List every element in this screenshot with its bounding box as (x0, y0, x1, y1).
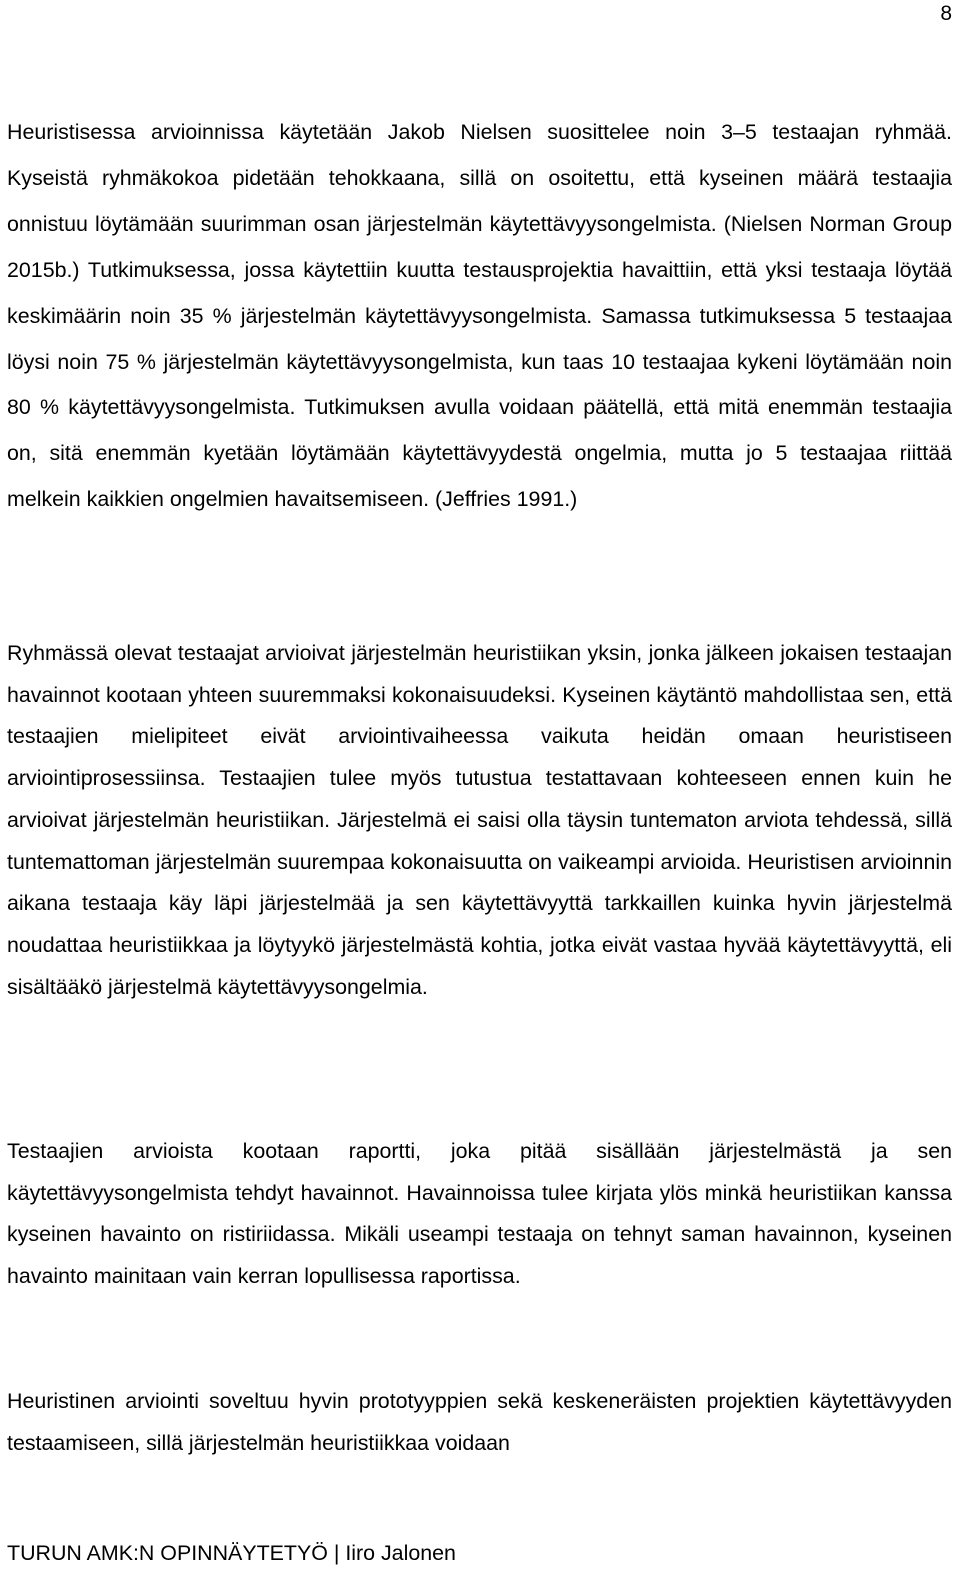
paragraph-prototypes: Heuristinen arviointi soveltuu hyvin prototyyppien sekä keskeneräisten projektien käytettävyyden testaamiseen, sillä järjestelmän heuristiikkaa voidaan (7, 1389, 952, 1455)
paragraph-heuristic-group-size: Heuristisessa arvioinnissa käytetään Jakob Nielsen suosittelee noin 3–5 testaajan ryhmää. Kyseistä ryhmäkokoa pidetään tehokkaana, sillä on osoitettu, että kyseinen määrä testaajia onnistuu löytämään suurimman osan järjestelmän käytettävyysongelmista. (Nielsen Norman Group 2015b.) Tutkimuksessa, jossa käytettiin kuutta testausprojektia havaittiin, että yksi testaaja löytää keskimäärin noin 35 % järjestelmän käytettävyysongelmista. Samassa tutkimuksessa 5 testaajaa löysi noin 75 % järjestelmän käytettävyysongelmista, kun taas 10 testaajaa kykeni löytämään noin 80 % käytettävyysongelmista. Tutkimuksen avulla voidaan päätellä, että mitä enemmän testaajia on, sitä enemmän kyetään löytämään käytettävyydestä ongelmia, mutta jo 5 testaajaa riittää melkein kaikkien ongelmien havaitsemiseen. (Jeffries 1991.) (7, 120, 952, 512)
page-footer: TURUN AMK:N OPINNÄYTETYÖ | Iiro Jalonen (7, 1541, 456, 1565)
paragraph-report: Testaajien arvioista kootaan raportti, joka pitää sisällään järjestelmästä ja sen käytettävyysongelmista tehdyt havainnot. Havainnoissa tulee kirjata ylös minkä heuristiikan kanssa kyseinen havainto on ristiriidassa. Mikäli useampi testaaja on tehnyt saman havainnon, kyseinen havainto mainitaan vain kerran lopullisessa raportissa. (7, 1139, 952, 1289)
page-number: 8 (940, 2, 952, 25)
paragraph-independent-evaluation: Ryhmässä olevat testaajat arvioivat järjestelmän heuristiikan yksin, jonka jälkeen jokaisen testaajan havainnot kootaan yhteen suuremmaksi kokonaisuudeksi. Kyseinen käytäntö mahdollistaa sen, että testaajien mielipiteet eivät arviointivaiheessa vaikuta heidän omaan heuristiseen arviointiprosessiinsa. Testaajien tulee myös tutustua testattavaan kohteeseen ennen kuin he arvioivat järjestelmän heuristiikan. Järjestelmä ei saisi olla täysin tuntematon arviota tehdessä, sillä tuntemattoman järjestelmän suurempaa kokonaisuutta on vaikeampi arvioida. Heuristisen arvioinnin aikana testaaja käy läpi järjestelmää ja sen käytettävyyttä tarkkaillen kuinka hyvin järjestelmä noudattaa heuristiikkaa ja löytyykö järjestelmästä kohtia, jotka eivät vastaa hyvää käytettävyyttä, eli sisältääkö järjestelmä käytettävyysongelmia. (7, 641, 952, 999)
